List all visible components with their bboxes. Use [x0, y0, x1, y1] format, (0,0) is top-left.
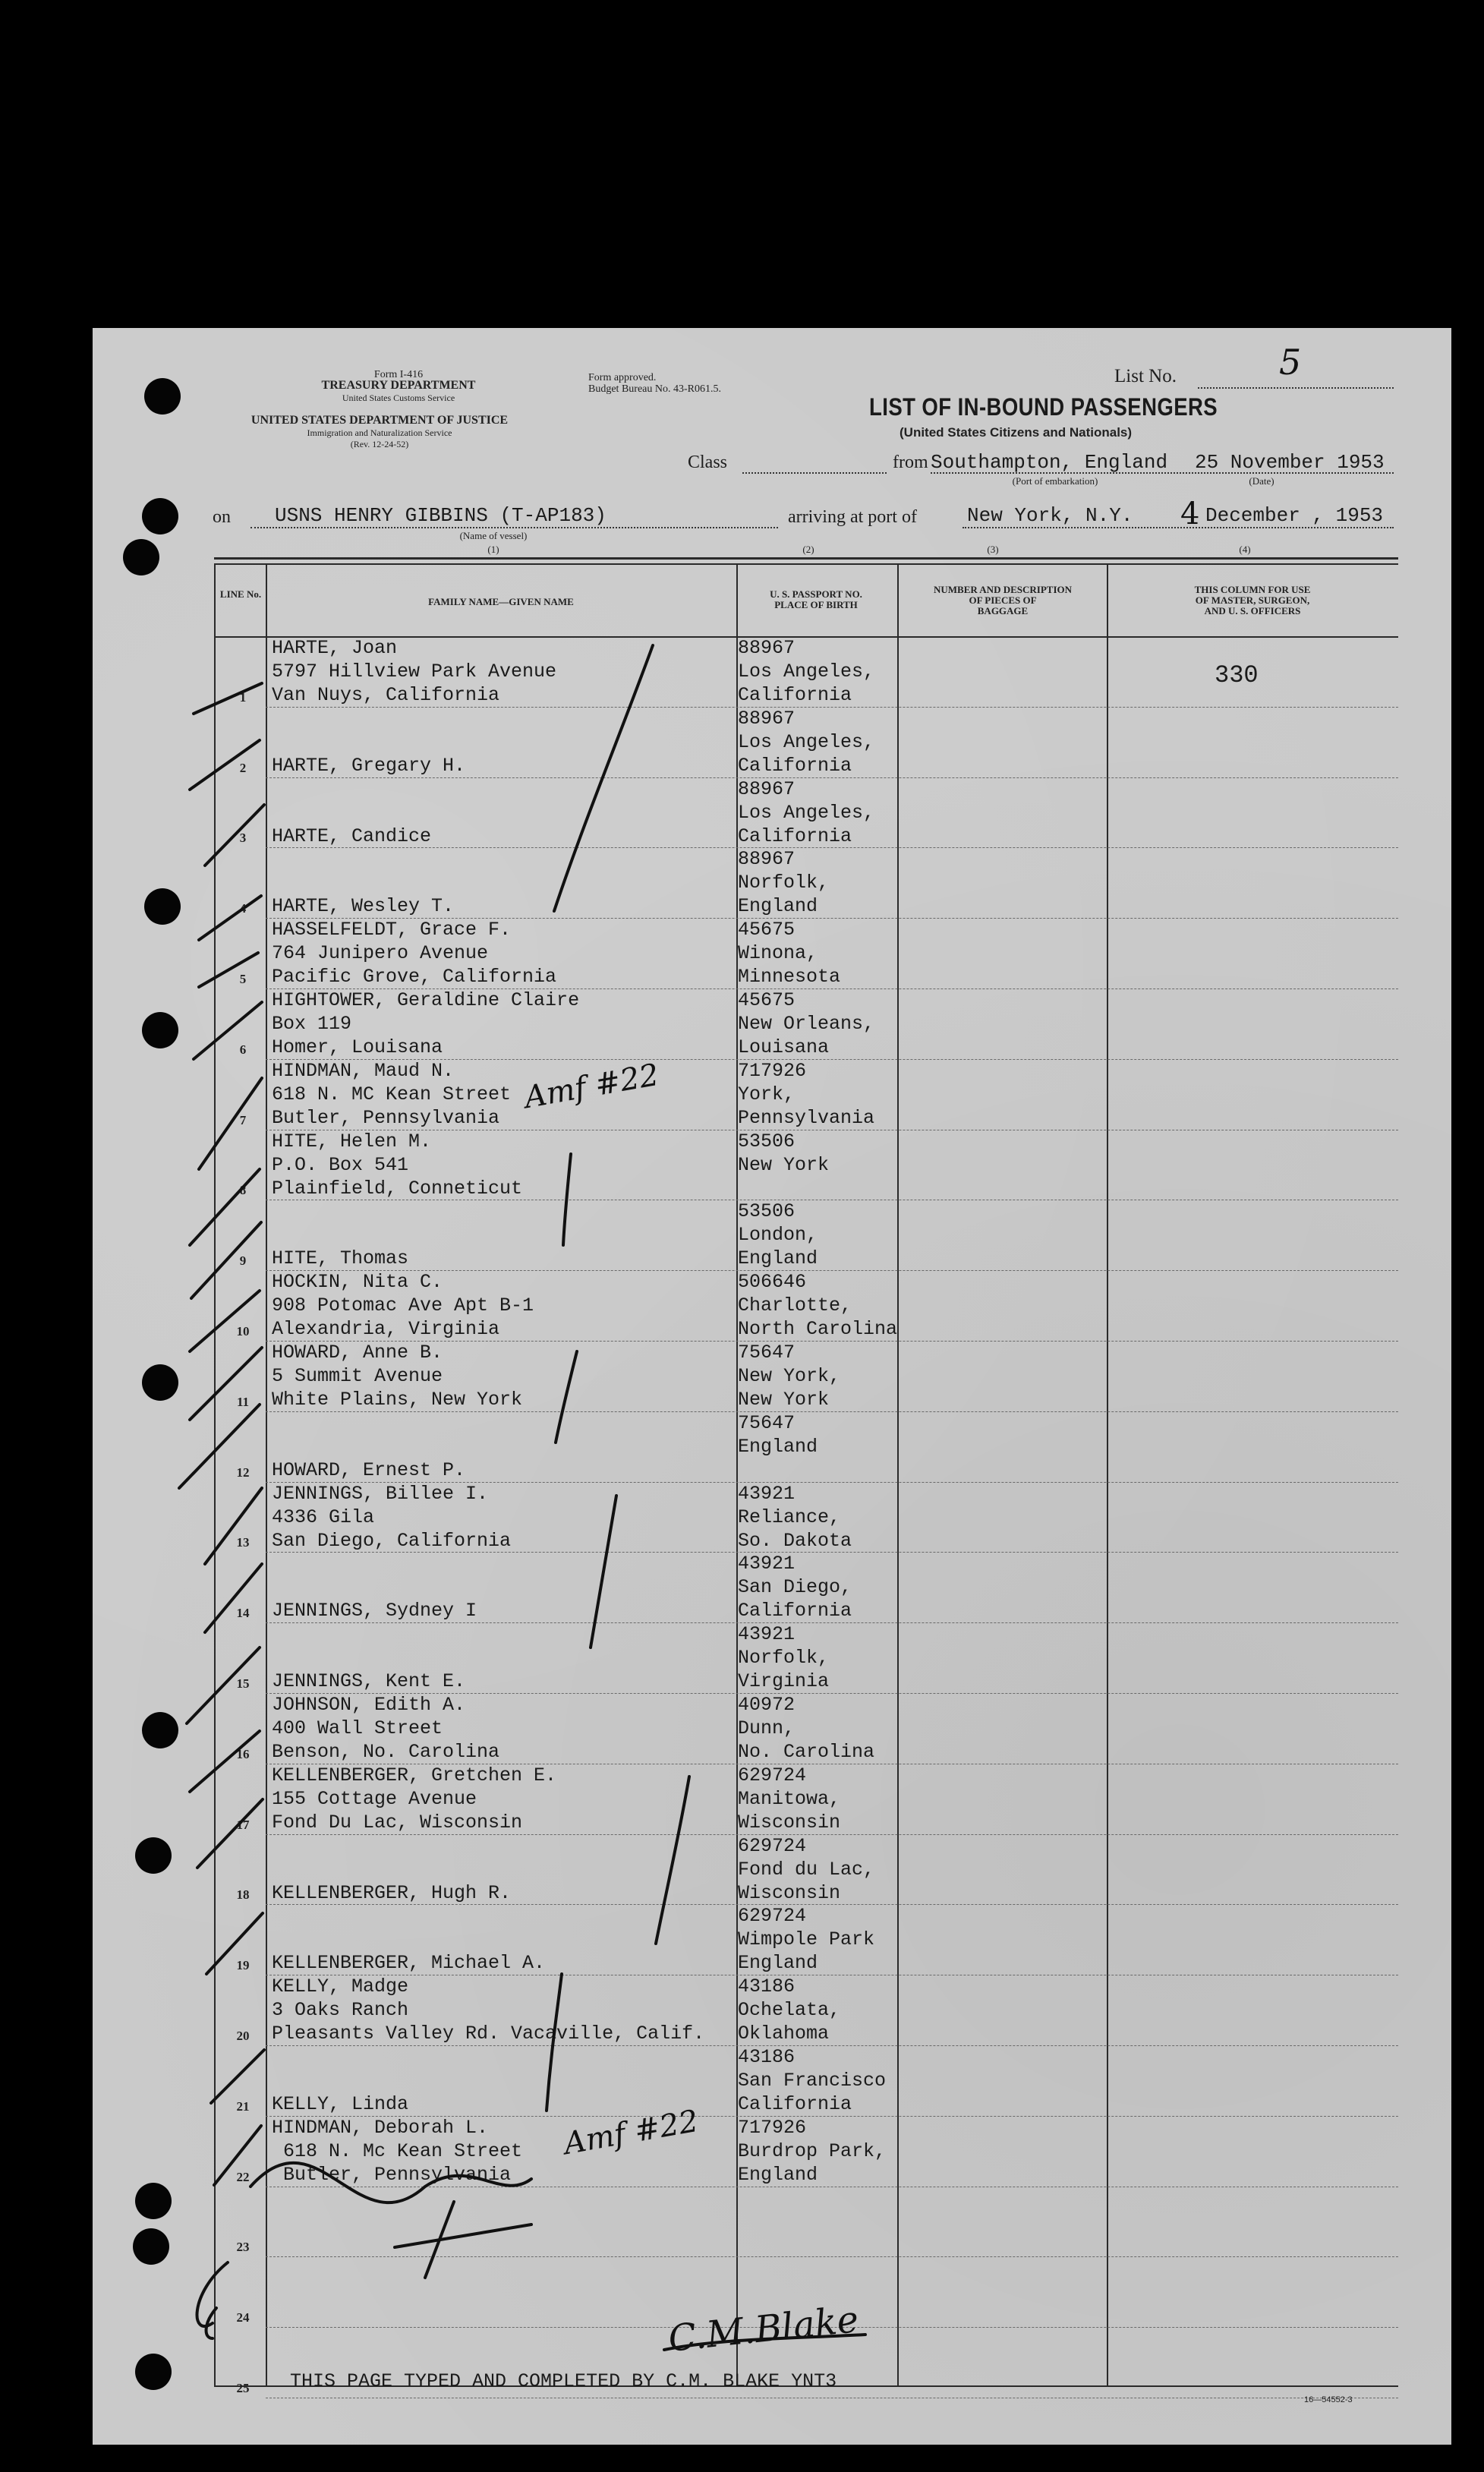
customs-service: United States Customs Service [342, 393, 455, 403]
passenger-name-address: KELLY, Madge 3 Oaks Ranch Pleasants Valley Rd. Vacaville, Calif. [272, 1975, 705, 2045]
passport-birthplace: 717926 York, Pennsylvania [738, 1059, 875, 1129]
col-header-baggage-l1: NUMBER AND DESCRIPTION [933, 584, 1073, 595]
check-mark [199, 1078, 262, 1169]
line-number: 20 [236, 2029, 250, 2043]
line-number: 12 [236, 1465, 250, 1480]
line-number: 25 [236, 2381, 250, 2395]
check-mark [554, 645, 653, 911]
line-number: 23 [236, 2240, 250, 2255]
check-mark [547, 1974, 562, 2111]
ins-service: Immigration and Naturalization Service [307, 427, 452, 438]
port-caption: (Port of embarkation) [1012, 475, 1098, 487]
passenger-name-address: HINDMAN, Deborah L. 618 N. Mc Kean Street Butler, Pennsylvania [272, 2116, 523, 2186]
revision: (Rev. 12-24-52) [350, 439, 409, 449]
check-mark [205, 1564, 262, 1632]
col-num-3: (3) [987, 544, 999, 555]
arrival-day: 4 [1180, 497, 1200, 531]
line-number: 6 [239, 1042, 247, 1057]
passenger-name-address: HOWARD, Ernest P. [272, 1458, 466, 1481]
check-mark [206, 1913, 263, 1974]
passport-birthplace: 629724 Manitowa, Wisconsin [738, 1764, 841, 1834]
check-mark [395, 2224, 531, 2247]
passenger-name-address: HITE, Helen M. P.O. Box 541 Plainfield, Conneticut [272, 1130, 523, 1200]
check-mark [656, 1777, 689, 1944]
line-number: 17 [236, 1817, 250, 1832]
check-mark [556, 1351, 577, 1443]
page-subtitle: (United States Citizens and Nationals) [900, 425, 1133, 440]
passenger-name-address: HINDMAN, Maud N. 618 N. MC Kean Street Butler, Pennsylvania [272, 1059, 512, 1129]
col-header-line-no-text: LINE No. [219, 588, 262, 600]
passenger-name-address: HARTE, Gregary H. [272, 754, 466, 777]
arrival-port: New York, N.Y. [967, 504, 1133, 527]
passenger-name-address: HITE, Thomas [272, 1247, 409, 1270]
col-num-4: (4) [1239, 544, 1251, 555]
officer-note: 330 [1215, 661, 1259, 689]
check-mark [194, 683, 262, 714]
col-header-officers-l2: OF MASTER, SURGEON, [1195, 594, 1310, 606]
passenger-name-address: JENNINGS, Kent E. [272, 1670, 466, 1693]
passenger-name-address: KELLY, Linda [272, 2093, 409, 2115]
check-mark [190, 1731, 260, 1792]
passport-birthplace: 43186 Ochelata, Oklahoma [738, 1975, 841, 2045]
passenger-name-address: KELLENBERGER, Gretchen E. 155 Cottage Avenue Fond Du Lac, Wisconsin [272, 1764, 557, 1834]
line-number: 9 [239, 1253, 247, 1269]
check-mark [205, 1488, 262, 1564]
col-header-baggage-l3: BAGGAGE [977, 605, 1029, 616]
col-header-officers-l3: AND U. S. OFFICERS [1204, 605, 1301, 616]
line-number: 3 [239, 831, 247, 846]
passport-birthplace: 53506 London, England [738, 1200, 818, 1270]
treasury-department: TREASURY DEPARTMENT [321, 379, 476, 392]
passenger-name-address: HOCKIN, Nita C. 908 Potomac Ave Apt B-1 Alexandria, Virginia [272, 1271, 534, 1341]
passenger-name-address: HARTE, Wesley T. [272, 895, 455, 918]
date-caption: (Date) [1249, 475, 1274, 487]
passport-birthplace: 43921 San Diego, California [738, 1553, 852, 1622]
vessel-caption: (Name of vessel) [459, 530, 528, 541]
col-header-name: FAMILY NAME—GIVEN NAME [428, 596, 574, 607]
department-of-justice: UNITED STATES DEPARTMENT OF JUSTICE [250, 414, 509, 427]
check-mark [664, 2335, 865, 2350]
line-number: 16 [236, 1746, 250, 1761]
from-label: from [893, 452, 928, 472]
passport-birthplace: 75647 England [738, 1411, 818, 1458]
passport-birthplace: 88967 Los Angeles, California [738, 707, 875, 777]
passport-birthplace: 53506 New York [738, 1130, 830, 1176]
amendment-note: Amf #22 [521, 1057, 662, 1116]
footer-form-number: 16—54552-3 [1304, 2395, 1353, 2404]
passport-birthplace: 88967 Los Angeles, California [738, 637, 875, 706]
passport-birthplace: 717926 Burdrop Park, England [738, 2116, 887, 2186]
col-header-baggage-l2: OF PIECES OF [969, 594, 1037, 606]
passport-birthplace: 88967 Los Angeles, California [738, 777, 875, 847]
passport-birthplace: 629724 Wimpole Park England [738, 1905, 875, 1975]
line-number: 4 [239, 901, 247, 916]
line-number: 1 [239, 689, 247, 705]
passport-birthplace: 43186 San Francisco California [738, 2046, 887, 2115]
passport-birthplace: 45675 New Orleans, Louisana [738, 989, 875, 1058]
passenger-name-address: THIS PAGE TYPED AND COMPLETED BY C.M. BLAKE YNT3 [290, 2370, 837, 2393]
check-mark [563, 1154, 571, 1245]
budget-bureau: Budget Bureau No. 43-R061.5. [588, 383, 721, 395]
arriving-label: arriving at port of [788, 507, 917, 527]
form-number: Form I-416 [373, 369, 424, 380]
passport-birthplace: 75647 New York, New York [738, 1342, 841, 1411]
line-number: 8 [239, 1183, 247, 1198]
check-mark [205, 805, 264, 866]
col-num-1: (1) [487, 544, 499, 555]
check-mark [199, 953, 258, 987]
form-approved: Form approved. [588, 372, 657, 383]
check-mark [197, 2262, 228, 2326]
check-mark [211, 2050, 264, 2103]
col-header-officers-l1: THIS COLUMN FOR USE [1194, 584, 1311, 595]
check-mark [214, 2126, 261, 2185]
passenger-name-address: HARTE, Joan 5797 Hillview Park Avenue Van Nuys, California [272, 637, 557, 706]
passport-birthplace: 40972 Dunn, No. Carolina [738, 1694, 875, 1763]
col-num-2: (2) [802, 544, 814, 555]
passport-birthplace: 43921 Reliance, So. Dakota [738, 1482, 852, 1552]
line-number: 24 [236, 2310, 250, 2325]
passenger-name-address: HASSELFELDT, Grace F. 764 Junipero Avenue Pacific Grove, California [272, 919, 557, 988]
arrival-date: December , 1953 [1205, 504, 1384, 527]
check-mark [425, 2202, 454, 2278]
line-number: 22 [236, 2169, 250, 2184]
list-no-value: 5 [1279, 342, 1302, 383]
check-mark [187, 1647, 260, 1723]
passenger-name-address: HARTE, Candice [272, 825, 432, 847]
passenger-name-address: JENNINGS, Billee I. 4336 Gila San Diego, California [272, 1482, 512, 1552]
vessel-name: USNS HENRY GIBBINS (T-AP183) [275, 504, 607, 527]
passenger-name-address: JOHNSON, Edith A. 400 Wall Street Benson, No. Carolina [272, 1694, 500, 1763]
passenger-name-address: JENNINGS, Sydney I [272, 1600, 477, 1622]
line-number: 19 [236, 1958, 250, 1973]
passenger-name-address: KELLENBERGER, Michael A. [272, 1952, 546, 1975]
check-mark [190, 740, 260, 790]
embarkation-date: 25 November 1953 [1195, 451, 1385, 474]
passenger-name-address: HOWARD, Anne B. 5 Summit Avenue White Plains, New York [272, 1342, 523, 1411]
check-mark [250, 2163, 531, 2202]
check-mark [197, 1799, 263, 1868]
line-number: 15 [236, 1676, 250, 1691]
signature: C.M.Blake [666, 2298, 861, 2360]
page-title: LIST OF IN-BOUND PASSENGERS [869, 393, 1218, 421]
line-number: 13 [236, 1535, 250, 1550]
class-label: Class [688, 452, 728, 472]
passport-birthplace: 629724 Fond du Lac, Wisconsin [738, 1834, 875, 1904]
col-header-passport-l1: U. S. PASSPORT NO. [770, 588, 862, 600]
line-number: 18 [236, 1887, 250, 1903]
line-number: 14 [236, 1606, 250, 1621]
check-mark [190, 1348, 262, 1420]
on-label: on [213, 507, 231, 527]
col-header-passport-l2: PLACE OF BIRTH [774, 599, 858, 610]
passenger-name-address: HIGHTOWER, Geraldine Claire Box 119 Homer, Louisana [272, 989, 580, 1058]
passport-birthplace: 43921 Norfolk, Virginia [738, 1623, 830, 1693]
check-mark [591, 1496, 616, 1647]
line-number: 11 [236, 1394, 250, 1409]
passenger-name-address: KELLENBERGER, Hugh R. [272, 1881, 512, 1904]
line-number: 7 [239, 1112, 247, 1127]
check-mark [194, 1002, 262, 1059]
passport-birthplace: 45675 Winona, Minnesota [738, 919, 841, 988]
check-mark [199, 896, 261, 940]
passport-birthplace: 506646 Charlotte, North Carolina [738, 1271, 898, 1341]
passport-birthplace: 88967 Norfolk, England [738, 848, 830, 918]
amendment-note: Amf #22 [561, 2103, 701, 2162]
line-number: 21 [236, 2098, 250, 2114]
line-number: 5 [239, 972, 247, 986]
line-number: 10 [236, 1324, 250, 1338]
line-number: 2 [239, 760, 247, 775]
list-no-label: List No. [1114, 366, 1177, 386]
port-of-embarkation: Southampton, England [931, 451, 1168, 474]
check-mark [190, 1291, 260, 1351]
